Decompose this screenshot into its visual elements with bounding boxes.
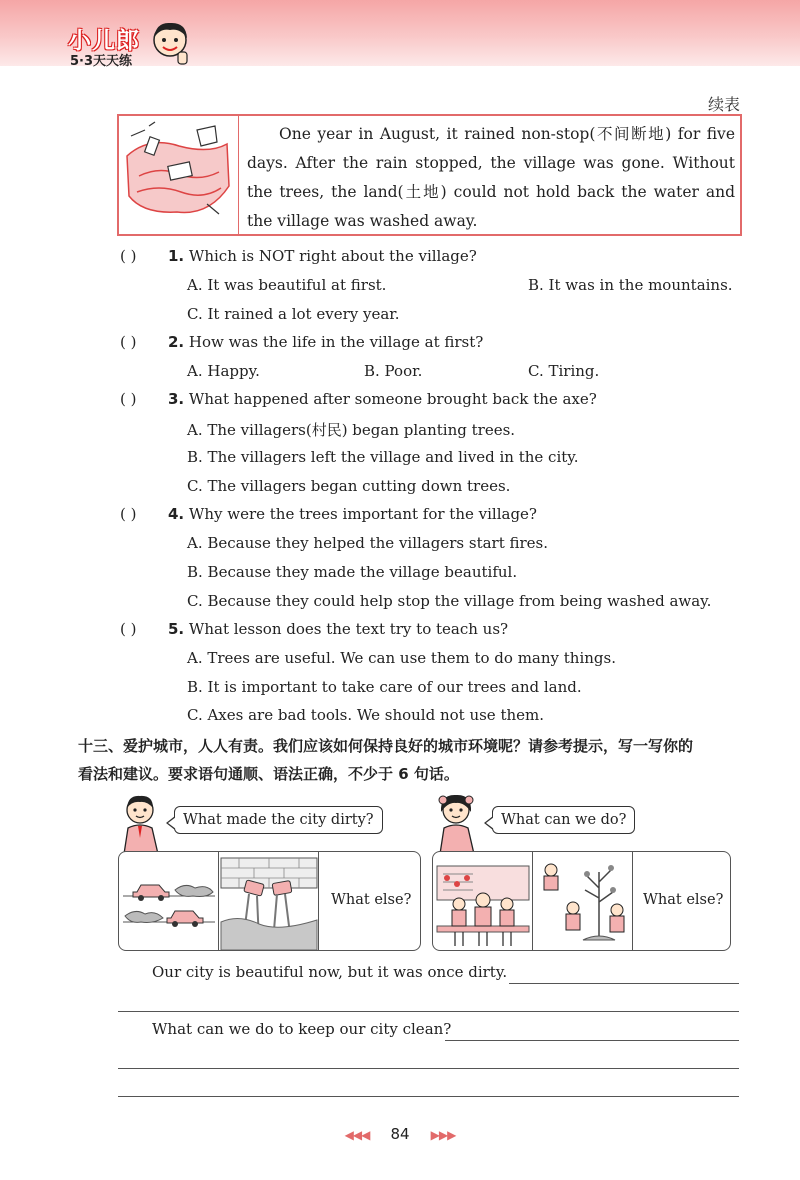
writing-line[interactable] [445, 1040, 739, 1041]
mascot-boy-icon [148, 18, 194, 68]
option-c: C. Because they could help stop the village from being washed away. [187, 592, 712, 610]
recycling-cell [433, 852, 533, 950]
continued-label: 续表 [707, 95, 740, 114]
question-number: 2. [168, 333, 185, 351]
traffic-pollution-cell [119, 852, 219, 950]
cars-smog-icon [119, 852, 219, 950]
left-what-else-cell [319, 852, 421, 950]
people-on-bench-icon [433, 852, 533, 950]
question-text: Why were the trees important for the village? [188, 505, 537, 523]
option-c: C. The villagers began cutting down trees. [187, 477, 511, 495]
page-footer [0, 1124, 800, 1143]
right-picture-panel [432, 851, 731, 951]
right-what-else-label: What else? [643, 892, 724, 908]
answer-blank[interactable]: ( ) [120, 620, 137, 638]
answer-blank[interactable]: ( ) [120, 505, 137, 523]
option-a: A. Trees are useful. We can use them to do many things. [187, 649, 616, 667]
section-13-title-cont: 看法和建议。要求语句通顺、语法正确，不少于 6 句话。 [78, 765, 459, 783]
left-what-else-label: What else? [331, 892, 412, 908]
answer-blank[interactable]: ( ) [120, 247, 137, 265]
writing-line[interactable] [509, 983, 739, 984]
option-a: A. The villagers(村民) began planting trees. [187, 421, 516, 439]
question-text: What lesson does the text try to teach us? [188, 620, 509, 638]
flood-scene-illustration [119, 116, 239, 234]
right-arrows-icon: ▶▶▶ [430, 1128, 456, 1142]
option-c: C. Tiring. [528, 362, 600, 380]
series-title: 5·3天天练 [70, 54, 133, 69]
question-text: What happened after someone brought back the axe? [188, 390, 597, 408]
children-planting-trees-icon [533, 852, 633, 950]
option-c: C. It rained a lot every year. [187, 305, 400, 323]
tree-planting-cell [533, 852, 633, 950]
right-what-else-cell [633, 852, 731, 950]
option-c: C. Axes are bad tools. We should not use them. [187, 706, 545, 724]
writing-line[interactable] [118, 1011, 739, 1012]
boy-character-icon [118, 792, 164, 854]
option-a: A. It was beautiful at first. [187, 276, 387, 294]
page-number: 84 [390, 1125, 410, 1143]
passage-text: One year in August, it rained non-stop(不间断地) for five days. After the rain stopped, the village was gone. Without the trees, the land(土地) could not hold back the water and the village was washed away. [247, 125, 735, 230]
answer-blank[interactable]: ( ) [120, 390, 137, 408]
question-text: Which is NOT right about the village? [188, 247, 477, 265]
question-number: 1. [168, 247, 185, 265]
writing-line[interactable] [118, 1068, 739, 1069]
option-a: A. Happy. [187, 362, 260, 380]
question-text: How was the life in the village at first? [188, 333, 484, 351]
question-number: 4. [168, 505, 185, 523]
writing-line[interactable] [118, 1096, 739, 1097]
right-speech-bubble: What can we do? [492, 806, 635, 834]
left-speech-bubble: What made the city dirty? [174, 806, 383, 834]
left-arrows-icon: ◀◀◀ [344, 1128, 370, 1142]
passage-box [117, 114, 742, 236]
option-b: B. The villagers left the village and lived in the city. [187, 448, 579, 466]
option-b: B. Poor. [364, 362, 423, 380]
option-a: A. Because they helped the villagers start fires. [187, 534, 549, 552]
brand-logo: 小儿郎 [68, 28, 140, 54]
section-13-title: 十三、爱护城市，人人有责。我们应该如何保持良好的城市环境呢？请参考提示，写一写你的 [78, 737, 694, 755]
sewage-pipes-icon [219, 852, 319, 950]
question-number: 5. [168, 620, 185, 638]
option-b: B. Because they made the village beautiful. [187, 563, 518, 581]
flood-scene-icon [119, 116, 237, 232]
option-b: B. It is important to take care of our trees and land. [187, 678, 582, 696]
left-picture-panel [118, 851, 421, 951]
water-pollution-cell [219, 852, 319, 950]
writing-prompt-2: What can we do to keep our city clean? [152, 1020, 452, 1038]
question-number: 3. [168, 390, 185, 408]
writing-prompt-1: Our city is beautiful now, but it was once dirty. [152, 963, 508, 981]
answer-blank[interactable]: ( ) [120, 333, 137, 351]
option-b: B. It was in the mountains. [528, 276, 733, 294]
girl-character-icon [434, 792, 480, 854]
